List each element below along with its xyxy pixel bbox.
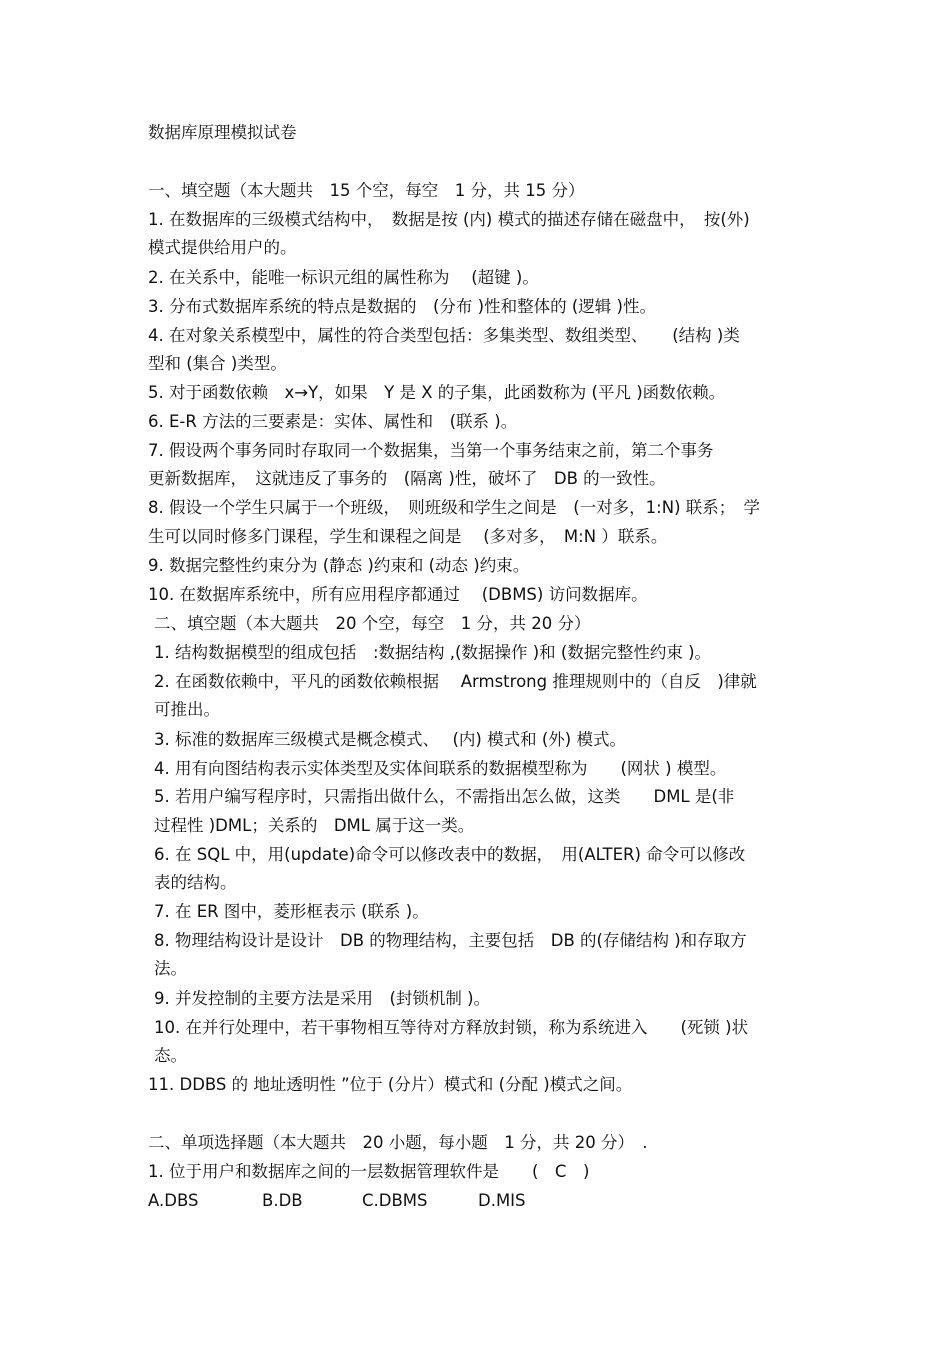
text-line: 6. 在 SQL 中，用(update)命令可以修改表中的数据， 用(ALTER) 命令可以修改	[154, 845, 746, 864]
text-line: 7. 假设两个事务同时存取同一个数据集，当第一个事务结束之前，第二个事务	[148, 441, 714, 460]
text-line: 10. 在并行处理中，若干事物相互等待对方释放封锁，称为系统进入 (死锁 )状	[154, 1018, 749, 1037]
text-line: 表的结构。	[154, 873, 237, 892]
text-line: 7. 在 ER 图中，菱形框表示 (联系 )。	[154, 902, 429, 921]
option-c: C.DBMS	[362, 1191, 428, 1210]
document-title: 数据库原理模拟试卷	[148, 123, 297, 142]
text-line: 可推出。	[154, 700, 220, 719]
text-line: 2. 在关系中，能唯一标识元组的属性称为 (超键 )。	[148, 268, 539, 287]
option-a: A.DBS	[148, 1191, 199, 1210]
text-line: 1. 结构数据模型的组成包括 :数据结构 ,(数据操作 )和 (数据完整性约束 )。	[154, 643, 712, 662]
option-b: B.DB	[262, 1191, 303, 1210]
text-line: 态。	[154, 1046, 187, 1065]
text-line: 8. 假设一个学生只属于一个班级， 则班级和学生之间是 (一对多，1:N) 联系； 学	[148, 498, 761, 517]
section-heading: 一、填空题（本大题共 15 个空，每空 1 分，共 15 分）	[148, 181, 585, 200]
text-line: 11. DDBS 的 地址透明性 ”位于 (分片）模式和 (分配 )模式之间。	[148, 1075, 633, 1094]
text-line: 5. 对于函数依赖 x→Y，如果 Y 是 X 的子集，此函数称为 (平凡 )函数依赖。	[148, 383, 726, 402]
section-heading: 二、单项选择题（本大题共 20 小题，每小题 1 分，共 20 分） .	[148, 1133, 648, 1152]
option-d: D.MIS	[478, 1191, 526, 1210]
text-line: 2. 在函数依赖中，平凡的函数依赖根据 Armstrong 推理规则中的（自反 )律就	[154, 672, 757, 691]
text-line: 9. 并发控制的主要方法是采用 (封锁机制 )。	[154, 989, 491, 1008]
text-line: 1. 在数据库的三级模式结构中， 数据是按 (内) 模式的描述存储在磁盘中， 按(外)	[148, 210, 750, 229]
text-line: 生可以同时修多门课程，学生和课程之间是 (多对多， M:N ）联系。	[148, 527, 668, 546]
text-line: 3. 标准的数据库三级模式是概念模式、 (内) 模式和 (外) 模式。	[154, 730, 626, 749]
text-line: 10. 在数据库系统中，所有应用程序都通过 (DBMS) 访问数据库。	[148, 585, 648, 604]
text-line: 4. 用有向图结构表示实体类型及实体间联系的数据模型称为 (网状 ) 模型。	[154, 759, 727, 778]
text-line: 3. 分布式数据库系统的特点是数据的 (分布 )性和整体的 (逻辑 )性。	[148, 297, 656, 316]
text-line: 更新数据库， 这就违反了事务的 (隔离 )性，破坏了 DB 的一致性。	[148, 469, 666, 488]
section-heading: 二、填空题（本大题共 20 个空，每空 1 分，共 20 分）	[154, 614, 591, 633]
question-text: 1. 位于用户和数据库之间的一层数据管理软件是 ( C )	[148, 1162, 590, 1181]
text-line: 过程性 )DML；关系的 DML 属于这一类。	[154, 816, 475, 835]
text-line: 5. 若用户编写程序时，只需指出做什么，不需指出怎么做，这类 DML 是(非	[154, 787, 735, 806]
text-line: 9. 数据完整性约束分为 (静态 )约束和 (动态 )约束。	[148, 556, 530, 575]
text-line: 8. 物理结构设计是设计 DB 的物理结构，主要包括 DB 的(存储结构 )和存取方	[154, 931, 747, 950]
text-line: 6. E-R 方法的三要素是：实体、属性和 (联系 )。	[148, 412, 518, 431]
text-line: 型和 (集合 )类型。	[148, 354, 287, 373]
text-line: 法。	[154, 959, 187, 978]
text-line: 模式提供给用户的。	[148, 238, 297, 257]
text-line: 4. 在对象关系模型中，属性的符合类型包括：多集类型、数组类型、 (结构 )类	[148, 326, 740, 345]
